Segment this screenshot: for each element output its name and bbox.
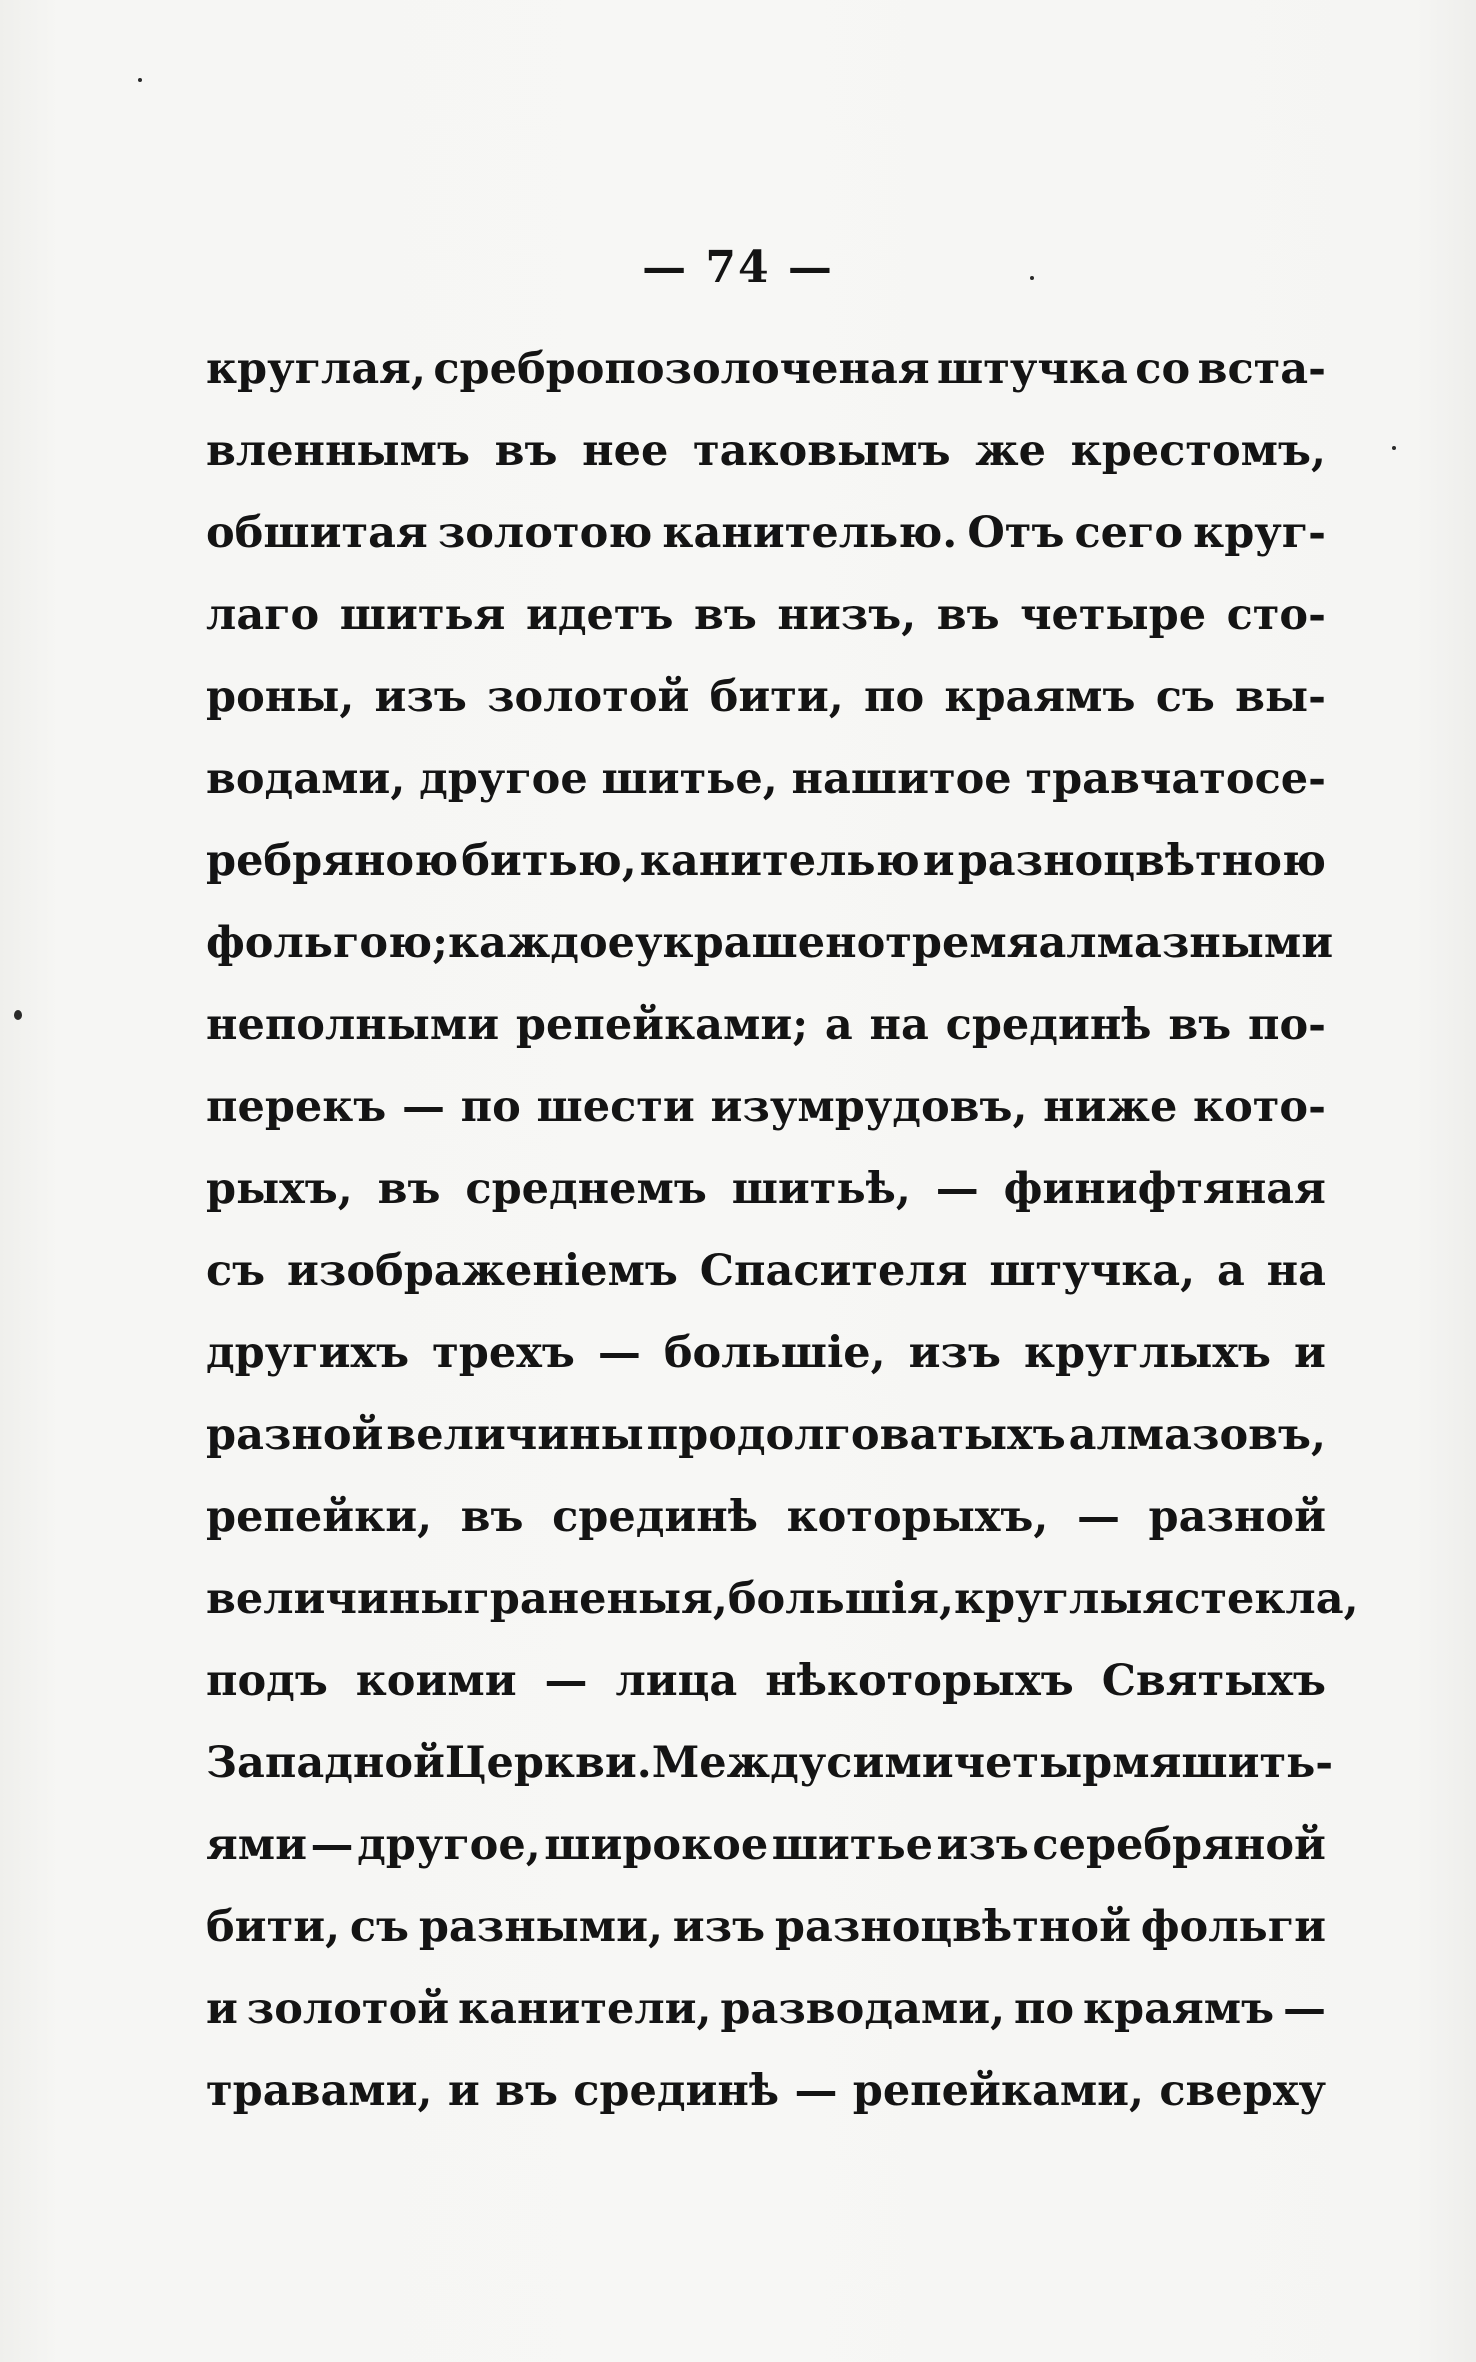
text-word: канители, (458, 1984, 712, 2034)
text-word: и (1294, 1328, 1326, 1378)
text-word: шести (536, 1082, 695, 1132)
text-word: вленнымъ (206, 426, 470, 476)
text-word: — (1076, 1492, 1120, 1542)
text-word: сребропозолоченая (433, 344, 930, 394)
text-word: и (206, 1984, 238, 2034)
text-word: — (1282, 1984, 1326, 2034)
text-word: разной (1148, 1492, 1326, 1542)
text-word: ями (206, 1820, 308, 1870)
text-word: Западной (206, 1738, 445, 1788)
text-word: которыхъ, (786, 1492, 1049, 1542)
text-word: же (975, 426, 1046, 476)
text-word: шитье (771, 1820, 934, 1870)
text-word: въ (936, 590, 1000, 640)
text-word: другое, (357, 1820, 541, 1870)
text-word: — (401, 1082, 445, 1132)
text-word: въ (1168, 1000, 1232, 1050)
text-word: круг- (1193, 508, 1326, 558)
text-word: сто- (1226, 590, 1326, 640)
text-word: рыхъ, (206, 1164, 353, 1214)
text-word: трехъ (432, 1328, 575, 1378)
text-word: Церкви. (444, 1738, 652, 1788)
text-line (206, 1148, 1326, 1230)
text-word: въ (495, 2066, 558, 2116)
text-word: низъ, (777, 590, 917, 640)
text-word: разноцвѣтной (774, 1902, 1131, 1952)
text-word: изъ (672, 1902, 766, 1952)
text-word: другихъ (206, 1328, 410, 1378)
text-word: ниже (1043, 1082, 1178, 1132)
text-word: стекла, (1174, 1574, 1359, 1624)
text-word: срединѣ (552, 1492, 758, 1542)
text-word: изъ (936, 1820, 1029, 1870)
text-word: большія, (727, 1574, 954, 1624)
text-line (206, 738, 1326, 820)
text-word: величины (386, 1410, 644, 1460)
text-word: перекъ (206, 1082, 387, 1132)
text-line (206, 1968, 1326, 2050)
text-word: обшитая (206, 508, 428, 558)
text-word: по- (1247, 1000, 1326, 1050)
text-word: съ (349, 1902, 410, 1952)
text-line (206, 656, 1326, 738)
text-word: граненыя, (463, 1574, 728, 1624)
text-word: среднемъ (465, 1164, 707, 1214)
text-word: нее (582, 426, 669, 476)
text-word: шитья (339, 590, 506, 640)
body-text (206, 328, 1359, 2132)
text-word: бити, (709, 672, 844, 722)
text-word: вста- (1197, 344, 1326, 394)
text-word: серебряной (1032, 1820, 1326, 1870)
text-word: срединѣ (573, 2066, 780, 2116)
text-word: вы- (1235, 672, 1326, 722)
text-word: разноцвѣтною (957, 836, 1326, 886)
text-line (206, 1722, 1334, 1804)
text-word: срединѣ (945, 1000, 1152, 1050)
text-word: роны, (206, 672, 355, 722)
text-word: круглая, (206, 344, 426, 394)
paper-speck (1392, 446, 1396, 450)
text-line (206, 328, 1326, 410)
text-word: со (1135, 344, 1191, 394)
text-word: — (597, 1328, 641, 1378)
text-word: нѣкоторыхъ (765, 1656, 1074, 1706)
paper-speck (138, 78, 142, 82)
text-word: разной (206, 1410, 384, 1460)
text-word: и (447, 2066, 480, 2116)
text-word: нашитое (791, 754, 1012, 804)
text-word: краямъ (1083, 1984, 1275, 2034)
text-word: изумрудовъ, (710, 1082, 1028, 1132)
text-word: золотою (437, 508, 653, 558)
text-word: лаго (206, 590, 320, 640)
text-word: травами, (206, 2066, 433, 2116)
text-word: канителью. (662, 508, 958, 558)
text-word: лица (615, 1656, 738, 1706)
text-word: сверху (1159, 2066, 1326, 2116)
text-word: — (310, 1820, 354, 1870)
text-word: краямъ (944, 672, 1136, 722)
text-word: четыре (1020, 590, 1207, 640)
text-line (206, 2050, 1326, 2132)
text-word: и (922, 836, 955, 886)
text-line (206, 1066, 1326, 1148)
text-line (206, 1558, 1359, 1640)
text-line (206, 1230, 1326, 1312)
text-word: — (794, 2066, 838, 2116)
text-word: кото- (1193, 1082, 1326, 1132)
text-word: четырмя (953, 1738, 1182, 1788)
text-line (206, 984, 1326, 1066)
text-word: Между (651, 1738, 827, 1788)
text-word: по (460, 1082, 521, 1132)
text-word: алмазовъ, (1068, 1410, 1326, 1460)
text-word: большіе, (663, 1328, 886, 1378)
text-word: подъ (206, 1656, 328, 1706)
text-line (206, 410, 1326, 492)
text-line (206, 1312, 1326, 1394)
text-word: разводами, (720, 1984, 1006, 2034)
text-line (206, 1886, 1326, 1968)
text-word: продолговатыхъ (646, 1410, 1066, 1460)
text-line (206, 902, 1334, 984)
text-word: штучка (937, 344, 1128, 394)
text-word: изъ (908, 1328, 1001, 1378)
text-word: алмазными (1038, 918, 1334, 968)
text-word: тремя (885, 918, 1039, 968)
text-word: золотой (487, 672, 690, 722)
text-word: изображеніемъ (287, 1246, 678, 1296)
text-word: крестомъ, (1070, 426, 1326, 476)
text-word: въ (377, 1164, 441, 1214)
text-word: репейками, (852, 2066, 1145, 2116)
text-word: Спасителя (699, 1246, 968, 1296)
text-word: по (1013, 1984, 1075, 2034)
text-line (206, 1394, 1326, 1476)
text-word: фольгою; (206, 918, 448, 968)
text-line (206, 574, 1326, 656)
text-word: шитье, (601, 754, 778, 804)
text-word: а (824, 1000, 853, 1050)
text-word: неполными (206, 1000, 500, 1050)
text-line (206, 820, 1326, 902)
text-word: каждое (447, 918, 636, 968)
text-word: фольги (1140, 1902, 1326, 1952)
text-word: на (1266, 1246, 1326, 1296)
text-word: въ (494, 426, 558, 476)
text-word: широкое (544, 1820, 769, 1870)
text-word: въ (694, 590, 757, 640)
text-word: другое (419, 754, 588, 804)
text-word: таковымъ (693, 426, 951, 476)
text-word: по (864, 672, 925, 722)
text-word: бити, (206, 1902, 341, 1952)
text-word: идетъ (525, 590, 674, 640)
text-word: битью, (461, 836, 637, 886)
text-word: канителью (639, 836, 920, 886)
text-word: съ (206, 1246, 266, 1296)
text-word: сими (826, 1738, 954, 1788)
paper-speck (14, 1010, 22, 1020)
text-word: травчатосе- (1025, 754, 1326, 804)
text-word: изъ (374, 672, 467, 722)
text-line (206, 1640, 1326, 1722)
text-word: — (935, 1164, 979, 1214)
text-word: коими (355, 1656, 517, 1706)
text-word: водами, (206, 754, 406, 804)
text-word: золотой (246, 1984, 450, 2034)
text-word: репейками; (515, 1000, 809, 1050)
text-word: сего (1074, 508, 1184, 558)
text-word: на (869, 1000, 929, 1050)
text-word: — (544, 1656, 588, 1706)
text-word: круглыхъ (1023, 1328, 1272, 1378)
text-word: Святыхъ (1101, 1656, 1326, 1706)
text-word: разными, (418, 1902, 663, 1952)
text-word: ребряною (206, 836, 459, 886)
text-word: шитьѣ, (731, 1164, 911, 1214)
text-word: круглыя (954, 1574, 1175, 1624)
text-word: Отъ (967, 508, 1065, 558)
text-word: въ (460, 1492, 524, 1542)
text-line (206, 492, 1326, 574)
text-word: величины (206, 1574, 464, 1624)
text-word: а (1216, 1246, 1245, 1296)
text-word: штучка, (989, 1246, 1196, 1296)
text-word: финифтяная (1003, 1164, 1326, 1214)
text-word: украшено (635, 918, 886, 968)
page-number: — 74 — (642, 242, 834, 293)
text-word: репейки, (206, 1492, 433, 1542)
paper-speck (1030, 276, 1034, 280)
text-word: съ (1155, 672, 1215, 722)
text-line (206, 1476, 1326, 1558)
text-line (206, 1804, 1326, 1886)
text-word: шить- (1181, 1738, 1334, 1788)
